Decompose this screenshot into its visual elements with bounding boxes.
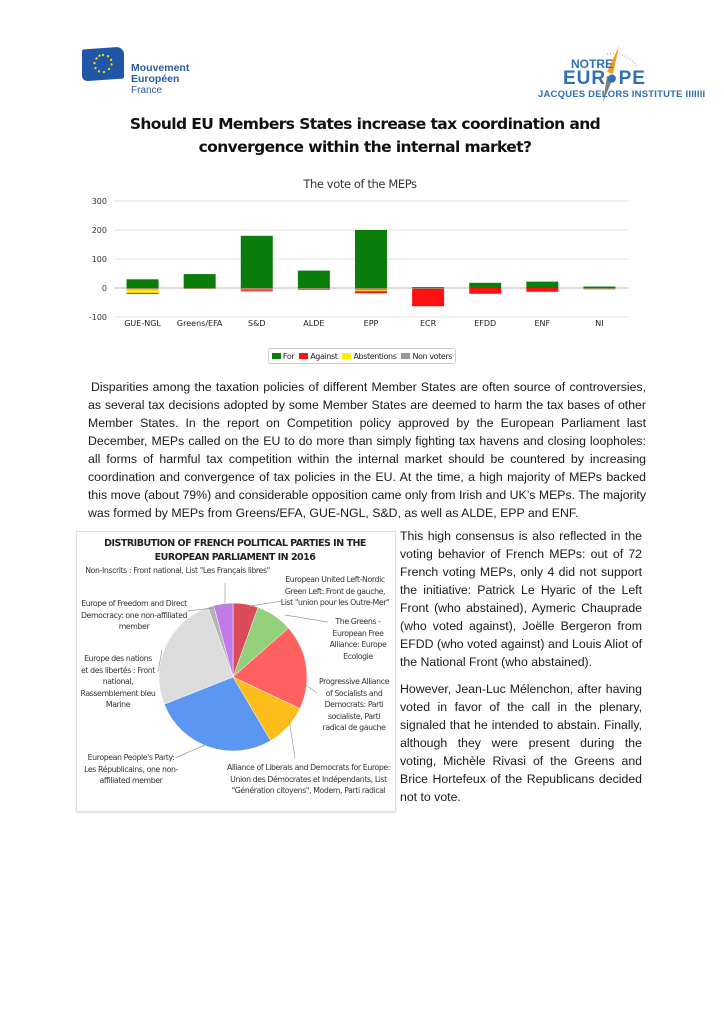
pie-label-enl: Europe des nations et des libertés : Front national, Rassemblement bleu Marine [80, 654, 156, 709]
pie-label-epp: European People's Party: Les Républicains, one non-affiliated member [84, 753, 178, 785]
legend-label: Against [310, 351, 338, 361]
x-tick-label: S&D [248, 319, 266, 328]
legend-label: Non voters [412, 351, 453, 361]
legend-label: Abstentions [353, 351, 397, 361]
bar-for [469, 283, 501, 288]
y-tick-label: 0 [101, 284, 107, 293]
x-tick-label: NI [595, 319, 604, 328]
however-paragraph: However, Jean-Luc Mélenchon, after having voted in favor of the call in the plenary, signaled that he intended to abstain. Finally, although they were present during the voting, Michèle Rivasi of the Greens and Brice Hortefeux of the Republicans decided not to vote. [400, 682, 642, 804]
bar-for [583, 287, 615, 288]
logo-line: France [131, 85, 163, 96]
bar-against [469, 288, 501, 294]
bar-for [412, 287, 444, 288]
x-tick-label: ECR [420, 319, 437, 328]
bar-against [412, 289, 444, 306]
legend-item-non-voters [401, 352, 452, 361]
notre-europe-logo-line2: EUR●PE [563, 68, 646, 89]
legend-swatch-non-voters [401, 353, 410, 359]
y-tick-label: 300 [91, 197, 107, 206]
pie-label-alde: Alliance of Liberals and Democrats for Europe: Union des Démocrates et Indépendants, List "Génération citoyens", Modem, Parti radical [226, 763, 391, 795]
page-title: Should EU Members States increase tax coordination and convergence within the internal market? [129, 115, 601, 156]
pie-label-efdd: Europe of Freedom and Direct Democracy: one non-affiliated member [80, 599, 188, 631]
pie-leader-line [250, 601, 282, 606]
pie-label-sd: Progressive Alliance of Socialists and Democrats: Parti socialiste, Parti radical de gauche [319, 677, 389, 732]
pie-label-greens: The Greens - European Free Alliance: Europe Ecologie [329, 617, 387, 661]
x-tick-label: EFDD [474, 319, 497, 328]
logo-line: Mouvement [131, 62, 190, 74]
x-tick-label: ALDE [303, 319, 325, 328]
bar-against [526, 288, 558, 292]
bar-chart-title: The vote of the MEPs [303, 177, 417, 191]
y-tick-label: -100 [88, 313, 107, 322]
intro-paragraph: Disparities among the taxation policies of different Member States are often source of controversies, as several tax decisions adopted by some Member States are deemed to harm the tax bases of other Member States. In the report on Competition policy approved by the European Parliament last December, MEPs called on the EU to do more than simply fighting tax havens and closing loopholes: all forms of harmful tax competition within the internal market should be countered by increasing coordination and convergence of tax policies in the EU. At the time, a high majority of MEPs backed this move (about 79%) and considerable opposition came only from Irish and UK’s MEPs. The majority was formed by MEPs from Greens/EFA, GUE-NGL, S&D, as well as ALDE, EPP and ENF. [88, 380, 646, 520]
bar-non-voters [412, 288, 444, 289]
y-tick-label: 200 [91, 226, 107, 235]
logo-line: Européen [131, 73, 180, 85]
x-tick-label: GUE-NGL [124, 319, 161, 328]
notre-europe-logo-line3: JACQUES DELORS INSTITUTE IIIIIII [538, 89, 706, 100]
x-tick-label: EPP [363, 319, 379, 328]
legend-label: For [282, 351, 295, 361]
x-tick-label: ENF [534, 319, 551, 328]
pie-leader-line [289, 719, 295, 758]
pie-label-gue: European United Left-Nordic Green Left: Front de gauche, List "union pour les Outre-Mer" [280, 575, 390, 607]
x-tick-label: Greens/EFA [176, 319, 223, 328]
pie-chart-title: DISTRIBUTION OF FRENCH POLITICAL PARTIES IN THE EUROPEAN PARLIAMENT IN 2016 [104, 538, 366, 563]
consensus-paragraph: This high consensus is also reflected in the voting behavior of French MEPs: out of 72 French voting MEPs, only 4 did not support the initiative: Patrick Le Hyaric of the Left Front (who abstained), Aymeric Chauprade (who voted against), Joëlle Bergeron from EFDD (who voted against) and Louis Aliot of the National Front (who abstained). [400, 529, 642, 669]
pie-leader-line [285, 615, 328, 622]
bar-non-voters [583, 288, 615, 289]
y-tick-label: 100 [91, 255, 107, 264]
pie-label-non-inscrits: Non-Inscrits : Front national, List "Les Français libres" [85, 566, 270, 575]
bar-for [526, 282, 558, 288]
notre-europe-logo-line1: NOTRE [571, 57, 613, 71]
